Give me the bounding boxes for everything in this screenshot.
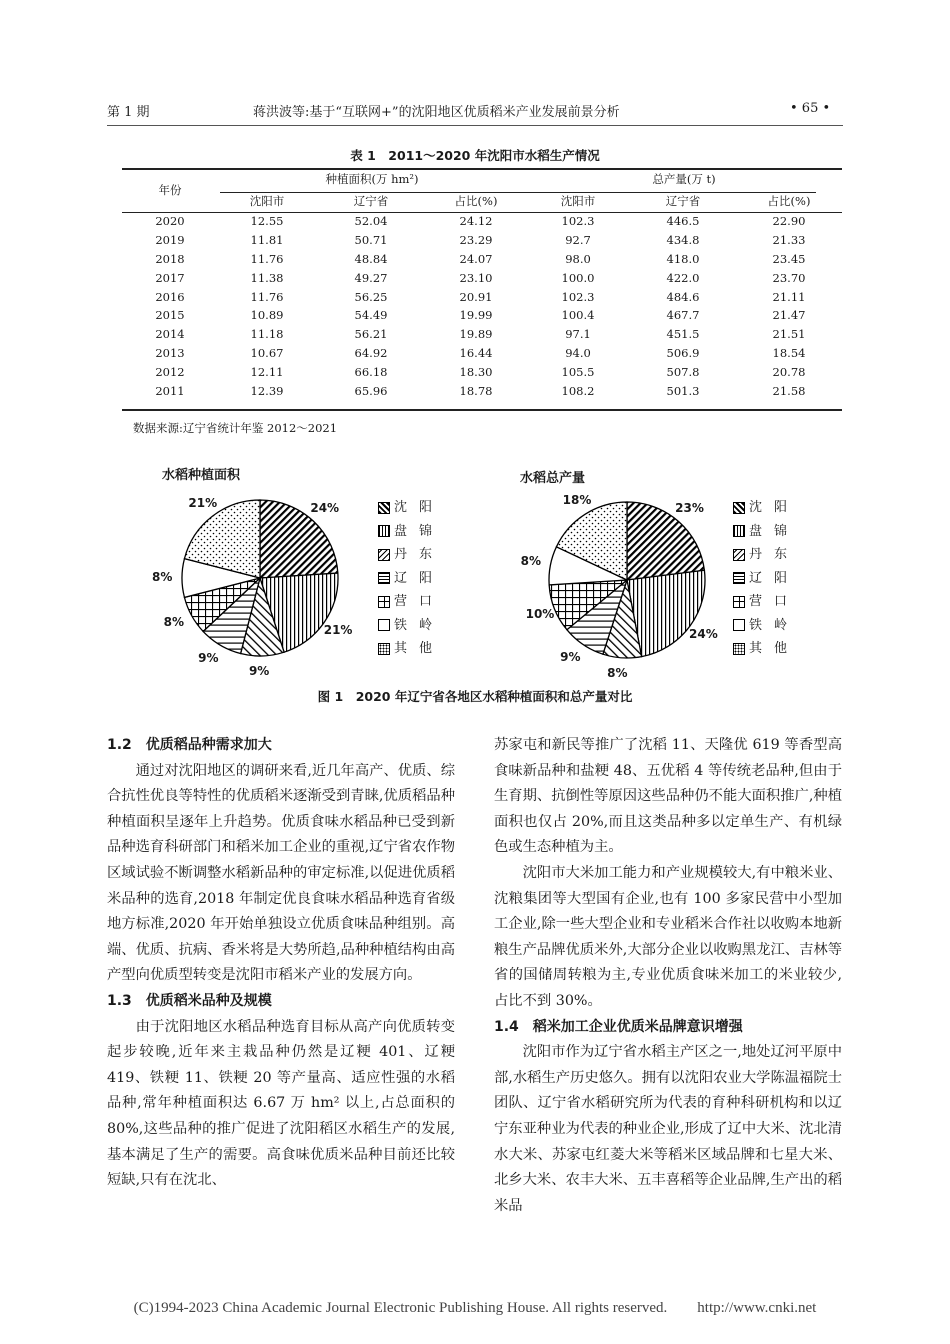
table-cell: 23.29: [459, 233, 493, 248]
table-cell: 23.45: [772, 251, 806, 266]
table-row: [122, 287, 842, 306]
legend-item: [378, 520, 444, 544]
table-cell: 22.90: [772, 214, 806, 229]
table-cell: 10.89: [250, 308, 284, 323]
pie-percent-label: 8%: [163, 615, 184, 630]
table-cell: 18.54: [772, 345, 806, 360]
legend-label: 营口: [394, 594, 445, 609]
subheader: 占比(%): [767, 194, 811, 208]
table-row: [122, 325, 842, 344]
legend-label: 盘锦: [749, 523, 800, 539]
pie-percent-label: 8%: [152, 570, 173, 584]
table-cell: 24.07: [459, 251, 493, 266]
legend-label: 沈阳: [394, 500, 445, 515]
table-cell: 19.99: [459, 308, 493, 323]
legend-swatch-icon: [733, 643, 745, 655]
legend-label: 沈阳: [749, 500, 800, 515]
table-row: [122, 268, 842, 287]
table-cell: 12.39: [250, 383, 284, 398]
table-cell: 2020: [155, 214, 185, 229]
table-row: [122, 344, 842, 363]
pie-percent-label: 18%: [562, 492, 592, 507]
table-bottom-rule: [122, 409, 842, 411]
table-cell: 54.49: [354, 308, 388, 323]
section-1-3-paragraph: 由于沈阳地区水稻品种选育目标从高产向优质转变起步较晚,近年来主栽品种仍然是辽粳 401、辽粳 419、铁粳 11、铁粳 20 等产量高、适应性强的水稻品种,常年种植面积达 6.67 万 hm² 以上,占总面积的 80%,这些品种的推广促进了沈阳稻区水稻生产的发展,基本满足了生产的需要。高食味优质米品种目前还比较短缺,只有在沈北、: [107, 1018, 455, 1189]
table-cell: 20.91: [459, 289, 493, 304]
legend-label: 盘锦: [394, 523, 445, 539]
legend-item: [733, 637, 799, 661]
legend-item: [733, 590, 799, 614]
table-cell: 102.3: [561, 214, 595, 229]
table-cell: 21.51: [772, 327, 806, 342]
legend-label: 营口: [749, 594, 800, 609]
table-cell: 2017: [155, 270, 185, 285]
table-cell: 97.1: [565, 327, 591, 342]
table-cell: 66.18: [354, 364, 388, 379]
issue-number: 第 1 期: [107, 105, 150, 120]
table-cell: 418.0: [666, 251, 700, 266]
copyright-footer: (C)1994-2023 China Academic Journal Electronic Publishing House. All rights reserved. http://www.cnki.net: [133, 1300, 817, 1316]
table-row: [122, 381, 842, 400]
legend-item: [378, 496, 444, 520]
table-cell: 52.04: [354, 214, 388, 229]
pie-percent-label: 8%: [607, 665, 628, 680]
table-cell: 48.84: [354, 251, 388, 266]
table-cell: 11.76: [250, 251, 284, 266]
right-column: [494, 733, 842, 1219]
table-cell: 21.11: [772, 289, 806, 304]
legend-label: 辽阳: [394, 570, 445, 586]
legend-label: 铁岭: [394, 617, 445, 633]
table-cell: 2019: [155, 233, 185, 248]
processing-paragraph: 沈阳市大米加工能力和产业规模较大,有中粮米业、沈粮集团等大型国有企业,也有 100 多家民营中小型加工企业,除一些大型企业和专业稻米合作社以收购本地新粮生产品牌优质米外,大部分企业以收购黑龙江、吉林等省的国储周转粮为主,专业优质食味米加工的米业较少,占比不到 30%。: [494, 864, 842, 1009]
table-row: [122, 306, 842, 325]
legend-label: 辽阳: [749, 570, 800, 586]
table-cell: 467.7: [666, 308, 700, 323]
pie-percent-label: 9%: [198, 650, 219, 665]
table-cell: 98.0: [565, 251, 591, 266]
pie-percent-label: 9%: [560, 649, 581, 664]
production-table: [122, 168, 842, 400]
legend-item: [733, 496, 799, 520]
chart1-legend: [378, 496, 444, 661]
figure-caption: 图 1 2020 年辽宁省各地区水稻种植面积和总产量对比: [317, 689, 633, 704]
table-row: [122, 250, 842, 269]
table-cell: 12.55: [250, 214, 284, 229]
pie-percent-label: 9%: [248, 663, 270, 678]
table-cell: 12.11: [250, 364, 284, 379]
chart2-legend: [733, 496, 799, 661]
continued-paragraph: 苏家屯和新民等推广了沈稻 11、天隆优 619 等香型高食味新品种和盐粳 48、五优稻 4 等传统老品种,但由于生育期、抗倒性等原因这些品种仍不能大面积推广,种植面积也仅占 20%,而且这类品种多以定单生产、有机绿色或生态种植为主。: [494, 737, 842, 856]
table-cell: 23.10: [459, 270, 493, 285]
legend-item: [733, 520, 799, 544]
running-title: 蒋洪波等:基于“互联网+”的沈阳地区优质稻米产业发展前景分析: [253, 105, 620, 120]
page-number: • 65 •: [790, 101, 831, 116]
legend-swatch-icon: [733, 596, 745, 608]
legend-swatch-icon: [378, 572, 390, 584]
table-row: [122, 212, 842, 231]
legend-item: [378, 637, 444, 661]
pie-percent-label: 24%: [689, 627, 718, 642]
table-cell: 65.96: [354, 383, 388, 398]
table-cell: 102.3: [561, 289, 595, 304]
legend-item: [378, 614, 444, 638]
pie-percent-label: 8%: [520, 554, 542, 569]
table-cell: 2015: [155, 308, 185, 323]
legend-swatch-icon: [378, 596, 390, 608]
legend-label: 丹东: [749, 547, 800, 562]
table-cell: 21.47: [772, 308, 806, 323]
pie-percent-label: 21%: [188, 495, 218, 510]
table-cell: 92.7: [565, 233, 591, 248]
table-row: [122, 362, 842, 381]
table-cell: 484.6: [666, 289, 700, 304]
table-cell: 20.78: [772, 364, 806, 379]
table-cell: 23.70: [772, 270, 806, 285]
subheader: 沈阳市: [560, 194, 596, 208]
legend-swatch-icon: [733, 502, 745, 514]
table-cell: 2012: [155, 364, 185, 379]
table-cell: 64.92: [354, 345, 388, 360]
legend-swatch-icon: [378, 525, 390, 537]
section-1-4-title: 1.4 稻米加工企业优质米品牌意识增强: [494, 1018, 743, 1035]
table-cell: 2011: [155, 383, 185, 398]
legend-swatch-icon: [733, 572, 745, 584]
table-cell: 434.8: [666, 233, 700, 248]
legend-label: 其他: [749, 641, 800, 656]
pie-percent-label: 10%: [525, 606, 555, 621]
table-cell: 18.30: [459, 364, 493, 379]
legend-item: [733, 614, 799, 638]
table-row: [122, 231, 842, 250]
legend-item: [733, 543, 799, 567]
table-cell: 501.3: [666, 383, 700, 398]
table-caption: 表 1 2011～2020 年沈阳市水稻生产情况: [350, 148, 600, 163]
table-cell: 16.44: [459, 345, 493, 360]
table-cell: 18.78: [459, 383, 493, 398]
legend-swatch-icon: [378, 619, 390, 631]
pie-percent-label: 24%: [310, 501, 340, 516]
area-group-header: 种植面积(万 hm²): [325, 172, 419, 186]
table-cell: 56.25: [354, 289, 388, 304]
chart2-pie: [537, 492, 717, 672]
header-rule: [107, 125, 843, 126]
table-cell: 11.38: [250, 270, 284, 285]
legend-swatch-icon: [733, 619, 745, 631]
legend-label: 丹东: [394, 547, 445, 562]
table-cell: 2014: [155, 327, 185, 342]
output-group-header: 总产量(万 t): [652, 172, 716, 186]
section-1-3-title: 1.3 优质稻米品种及规模: [107, 992, 272, 1009]
section-1-2-title: 1.2 优质稻品种需求加大: [107, 737, 272, 753]
table-cell: 11.81: [250, 233, 284, 248]
table-cell: 422.0: [666, 270, 700, 285]
legend-swatch-icon: [378, 643, 390, 655]
table-cell: 446.5: [666, 214, 700, 229]
table-cell: 11.76: [250, 289, 284, 304]
subheader: 辽宁省: [665, 194, 701, 208]
pie-percent-label: 23%: [675, 501, 704, 516]
pie-percent-label: 21%: [323, 622, 353, 637]
year-header: 年份: [158, 183, 182, 197]
table-cell: 94.0: [565, 345, 591, 360]
section-1-2-paragraph: 通过对沈阳地区的调研来看,近几年高产、优质、综合抗性优良等特性的优质稻米逐渐受到青睐,优质稻品种种植面积呈逐年上升趋势。优质食味水稻品种已受到新品种选育科研部门和稻米加工企业的重视,辽宁省农作物区域试验不断调整水稻新品种的审定标准,以促进优质稻米品种的选育,2018 年制定优良食味水稻品种选育省级地方标准,2020 年开始单独设立优质食味品种组别。高端、优质、抗病、香米将是大势所趋,品种种植结构由高产型向优质型转变是沈阳市稻米产业的发展方向。: [107, 762, 455, 984]
legend-item: [378, 543, 444, 567]
section-1-4-paragraph: 沈阳市作为辽宁省水稻主产区之一,地处辽河平原中部,水稻生产历史悠久。拥有以沈阳农业大学陈温福院士团队、辽宁省水稻研究所为代表的育种科研机构和以辽宁东亚种业为代表的种业企业,形成了辽中大米、沈北清水大米、苏家屯红菱大米等稻米区域品牌和七星大米、北乡大米、农丰大米、五丰喜稻等企业品牌,生产出的稻米品: [494, 1044, 842, 1214]
legend-swatch-icon: [733, 525, 745, 537]
chart2-title: 水稻总产量: [520, 471, 586, 486]
table-cell: 49.27: [354, 270, 388, 285]
table-source: 数据来源:辽宁省统计年鉴 2012～2021: [133, 421, 338, 435]
legend-label: 其他: [394, 641, 445, 656]
subheader: 沈阳市: [249, 194, 285, 208]
table-cell: 2016: [155, 289, 185, 304]
left-column: [107, 733, 455, 1194]
table-cell: 50.71: [354, 233, 388, 248]
table-cell: 24.12: [459, 214, 493, 229]
table-cell: 506.9: [666, 345, 700, 360]
table-cell: 2018: [155, 251, 185, 266]
legend-item: [378, 590, 444, 614]
legend-swatch-icon: [378, 549, 390, 561]
table-cell: 100.0: [561, 270, 595, 285]
table-cell: 2013: [155, 345, 185, 360]
legend-item: [733, 567, 799, 591]
legend-swatch-icon: [733, 549, 745, 561]
chart1-pie: [170, 490, 350, 670]
chart1-title: 水稻种植面积: [162, 468, 241, 483]
table-cell: 108.2: [561, 383, 595, 398]
subheader: 占比(%): [454, 194, 498, 208]
table-cell: 105.5: [561, 364, 595, 379]
table-cell: 507.8: [666, 364, 700, 379]
table-cell: 21.58: [772, 383, 806, 398]
table-cell: 10.67: [250, 345, 284, 360]
table-cell: 100.4: [561, 308, 595, 323]
table-cell: 11.18: [250, 327, 284, 342]
subheader: 辽宁省: [353, 194, 389, 208]
table-cell: 451.5: [666, 327, 700, 342]
legend-label: 铁岭: [749, 617, 800, 633]
table-cell: 56.21: [354, 327, 388, 342]
legend-item: [378, 567, 444, 591]
table-cell: 19.89: [459, 327, 493, 342]
legend-swatch-icon: [378, 502, 390, 514]
table-cell: 21.33: [772, 233, 806, 248]
